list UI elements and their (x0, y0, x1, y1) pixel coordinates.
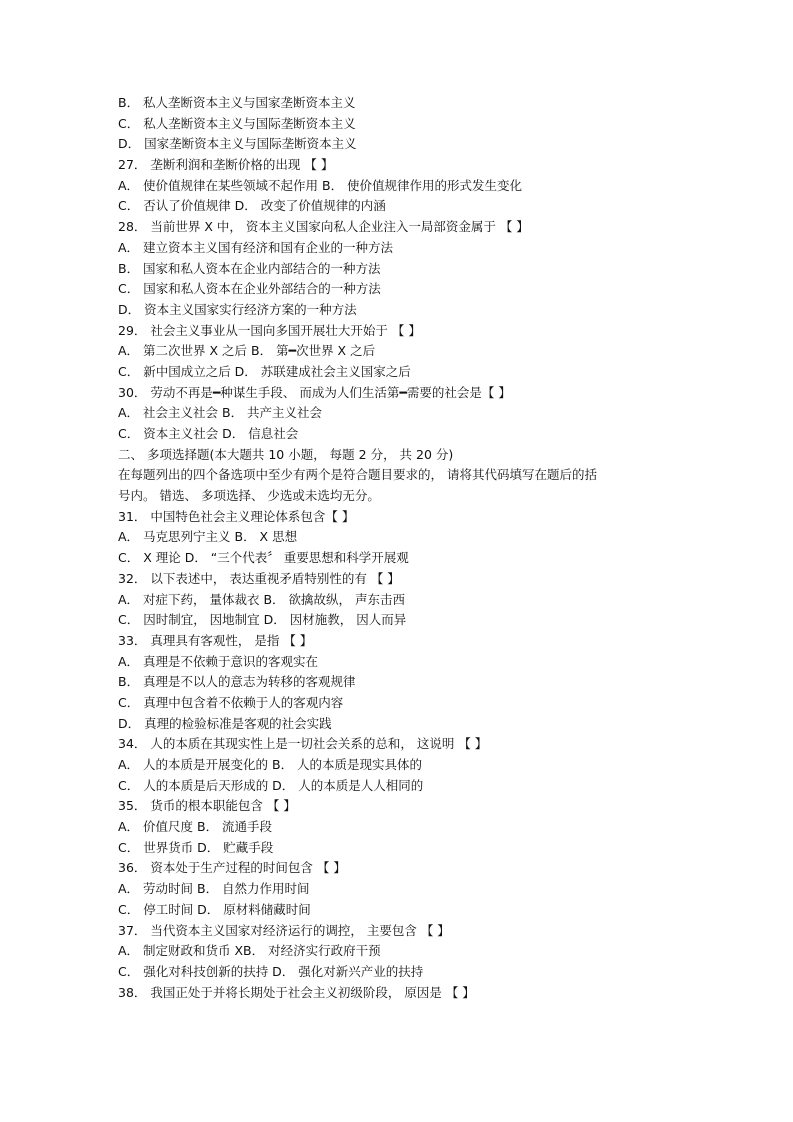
text-line: A． 价值尺度 B． 流通手段 (118, 819, 273, 835)
text-line: C． 新中国成立之后 D． 苏联建成社会主义国家之后 (118, 363, 411, 379)
text-line: B． 国家和私人资本在企业内部结合的一种方法 (118, 260, 381, 276)
text-line: A． 真理是不依赖于意识的客观实在 (118, 653, 319, 669)
text-line: C． 因时制宜， 因地制宜 D． 因材施教， 因人而异 (118, 612, 407, 628)
text-line: 32． 以下表述中， 表达重视矛盾特别性的有 【 】 (118, 570, 400, 586)
text-line: 29． 社会主义事业从一国向多国开展壮大开始于 【 】 (118, 322, 421, 338)
text-line: 号内。 错选、 多项选择、 少选或未选均无分。 (118, 488, 380, 504)
text-line: 34． 人的本质在其现实性上是一切社会关系的总和， 这说明 【 】 (118, 736, 488, 752)
text-line: B． 私人垄断资本主义与国家垄断资本主义 (118, 95, 356, 110)
text-line: A． 制定财政和货币 XB． 对经济实行政府干预 (118, 943, 381, 959)
text-line: D． 资本主义国家实行经济方案的一种方法 (118, 301, 357, 317)
text-line: A． 劳动时间 B． 自然力作用时间 (118, 881, 310, 897)
text-line: A． 马克思列宁主义 B． X 思想 (118, 529, 298, 545)
text-line: A． 人的本质是开展变化的 B． 人的本质是现实具体的 (118, 757, 423, 772)
text-line: A． 对症下药， 量体裁衣 B． 欲擒故纵， 声东击西 (118, 591, 405, 607)
text-line: 27． 垄断利润和垄断价格的出现 【 】 (118, 157, 334, 173)
text-line: 31． 中国特色社会主义理论体系包含【 】 (118, 508, 355, 524)
text-line: B． 真理是不以人的意志为转移的客观规律 (118, 674, 356, 690)
text-line: A． 社会主义社会 B． 共产主义社会 (118, 405, 323, 421)
text-line: C． 私人垄断资本主义与国际垄断资本主义 (118, 115, 356, 131)
text-line: 36． 资本处于生产过程的时间包含 【 】 (118, 860, 346, 876)
text-line: C． 停工时间 D． 原材料储藏时间 (118, 901, 311, 917)
text-line: C． 否认了价值规律 D． 改变了价值规律的内涵 (118, 198, 386, 214)
text-line: 38． 我国正处于并将长期处于社会主义初级阶段， 原因是 【 】 (118, 984, 475, 1000)
text-line: A． 第二次世界 X 之后 B． 第━次世界 X 之后 (118, 343, 376, 359)
text-line: 35． 货币的根本职能包含 【 】 (118, 798, 296, 814)
text-line: C． 资本主义社会 D． 信息社会 (118, 426, 299, 441)
text-line: 37． 当代资本主义国家对经济运行的调控， 主要包含 【 】 (118, 922, 450, 938)
text-line: C． 世界货币 D． 贮藏手段 (118, 839, 274, 855)
text-line: D． 国家垄断资本主义与国际垄断资本主义 (118, 136, 357, 152)
text-line: 二、 多项选择题(本大题共 10 小题， 每题 2 分， 共 20 分) (118, 446, 454, 462)
text-line: A． 使价值规律在某些领域不起作用 B． 使价值规律作用的形式发生变化 (118, 177, 523, 193)
text-line: C． X 理论 D． “三个代表〞 重要思想和科学开展观 (118, 550, 409, 566)
document-body (118, 93, 678, 1003)
text-line: C． 强化对科技创新的扶持 D． 强化对新兴产业的扶持 (118, 963, 424, 979)
text-line: C． 人的本质是后天形成的 D． 人的本质是人人相同的 (118, 777, 424, 793)
text-line: 28． 当前世界 X 中， 资本主义国家向私人企业注入一局部资金属于 【 】 (118, 219, 529, 235)
text-line: A． 建立资本主义国有经济和国有企业的一种方法 (118, 239, 394, 255)
text-line: 在每题列出的四个备选项中至少有两个是符合题目要求的， 请将其代码填写在题后的括 (118, 467, 597, 483)
text-line: 30． 劳动不再是━种谋生手段、 而成为人们生活第━需要的社会是【 】 (118, 384, 511, 400)
text-line: C． 国家和私人资本在企业外部结合的一种方法 (118, 281, 381, 297)
text-line: 33． 真理具有客观性， 是指 【 】 (118, 632, 313, 648)
text-line: D． 真理的检验标准是客观的社会实践 (118, 715, 332, 731)
text-line: C． 真理中包含着不依赖于人的客观内容 (118, 694, 344, 710)
